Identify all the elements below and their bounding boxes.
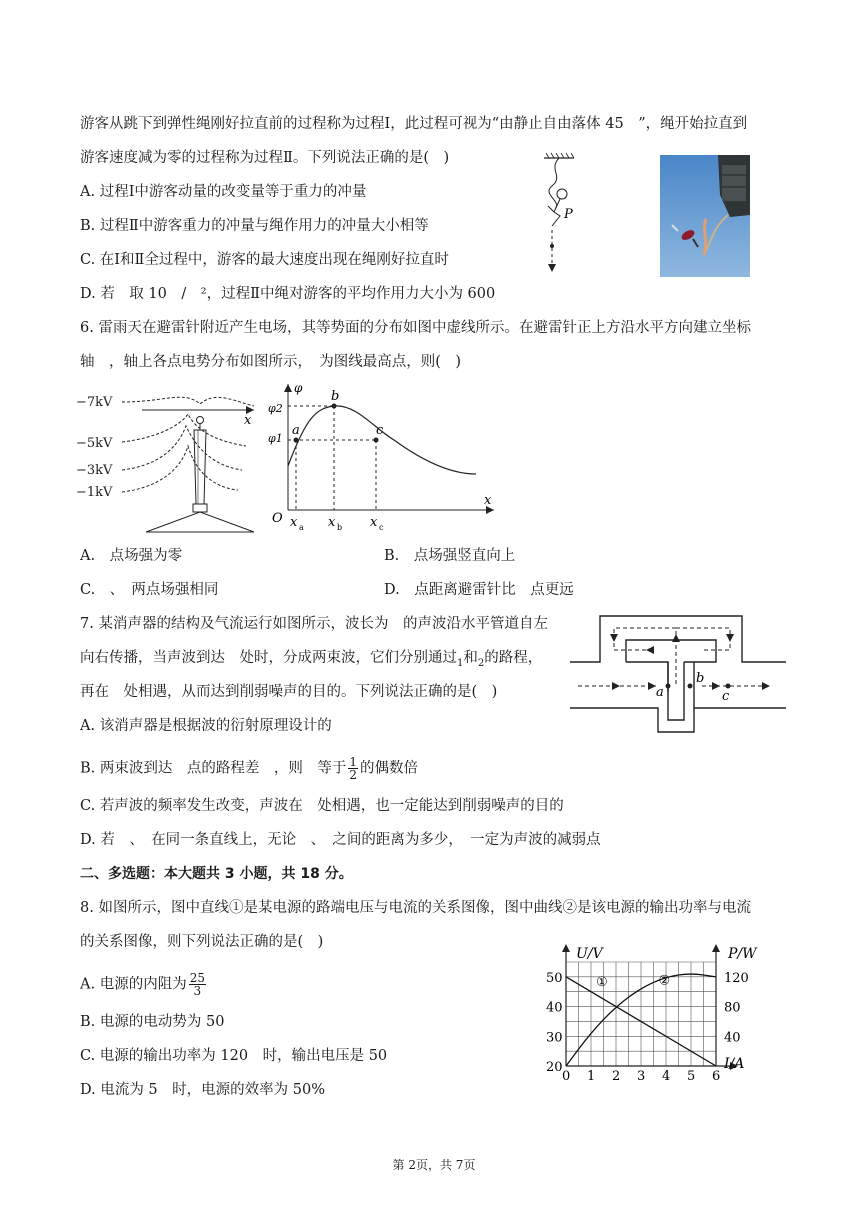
q7-option-c: C. 若声波的频率发生改变，声波在 处相遇，也一定能达到削弱噪声的目的 (80, 798, 564, 814)
q7-option-a: A. 该消声器是根据波的衍射原理设计的 (80, 718, 332, 734)
bungee-schematic (530, 150, 590, 278)
potential-chart (266, 378, 502, 536)
u-i-p-chart (546, 944, 786, 1084)
q8-option-b: B. 电源的电动势为 50 (80, 1014, 225, 1030)
q7-option-d: D. 若 、 在同一条直线上，无论 、 之间的距离为多少， 一定为声波的减弱点 (80, 832, 601, 848)
q5-option-b: B. 过程Ⅱ中游客重力的冲量与绳作用力的冲量大小相等 (80, 218, 429, 234)
q8-option-d: D. 电流为 5 时，电源的效率为 50% (80, 1082, 325, 1098)
x-tick-label: 0 (562, 1069, 571, 1084)
xb-sub: b (337, 523, 343, 532)
q6-option-b: B. 点场强竖直向上 (384, 548, 516, 564)
q7-line-3: 再在 处相遇，从而达到削弱噪声的目的。下列说法正确的是( ) (80, 684, 498, 700)
q8-line-2: 的关系图像，则下列说法正确的是( ) (80, 934, 324, 950)
chart-labels (546, 946, 758, 1084)
phi1-label: φ1 (268, 432, 283, 445)
origin-label: O (272, 511, 283, 526)
level-5kv: −5kV (76, 436, 113, 451)
point-p-label: P (564, 207, 573, 222)
series-2-label: ② (658, 973, 671, 989)
x-tick-label: 4 (662, 1069, 671, 1084)
x-axis-label: x (484, 493, 492, 508)
q6-option-d: D. 点距离避雷针比 点更远 (384, 582, 574, 598)
x-tick-label: 2 (612, 1069, 621, 1084)
xc-sub: c (379, 523, 384, 532)
page-footer: 第 2页，共 7页 (392, 1158, 476, 1172)
y-right-tick-label: 80 (724, 1000, 741, 1016)
q5-line-2: 游客速度减为零的过程称为过程Ⅱ。下列说法正确的是( ) (80, 150, 450, 166)
y-right-axis-title: P/W (728, 946, 757, 962)
q6-line-1: 6. 雷雨天在避雷针附近产生电场，其等势面的分布如图中虚线所示。在避雷针正上方沿水平方向建立坐标 (80, 320, 751, 336)
series-1-label: ① (596, 974, 608, 990)
level-3kv: −3kV (76, 463, 113, 478)
point-b-label: b (331, 389, 340, 404)
q6-option-a: A. 点场强为零 (80, 548, 183, 564)
equipotential-figure (76, 386, 258, 536)
y-left-tick-label: 20 (546, 1060, 563, 1075)
q5-option-a: A. 过程Ⅰ中游客动量的改变量等于重力的冲量 (80, 184, 367, 200)
xa-sub: a (299, 523, 304, 532)
q5-option-c: C. 在Ⅰ和Ⅱ全过程中，游客的最大速度出现在绳刚好拉直时 (80, 252, 449, 268)
muffler-c-label: c (722, 689, 730, 704)
x-axis-title: I/A (724, 1056, 745, 1072)
y-left-tick-label: 30 (546, 1030, 563, 1046)
q7-option-b: B. 两束波到达 点的路程差 ，则 等于 $\frac{1}{2}$ 的偶数倍 (80, 755, 419, 782)
phi2-label: φ2 (268, 402, 283, 415)
bungee-photo (660, 155, 750, 277)
q6-line-2: 轴 ，轴上各点电势分布如图所示， 为图线最高点，则( ) (80, 354, 462, 370)
y-right-tick-label: 120 (724, 970, 749, 986)
q5-line-1: 游客从跳下到弹性绳刚好拉直前的过程称为过程Ⅰ，此过程可视为“由静止自由落体 45 ”，绳开始拉直到 (80, 116, 748, 132)
q6-option-c: C. 、 两点场强相同 (80, 582, 219, 598)
q7-line-2: 向右传播，当声波到达 处时，分成两束波，它们分别通过$_1$和$_2$的路程， (80, 650, 543, 669)
chart-grid (566, 962, 716, 1066)
level-7kv: −7kV (76, 395, 113, 410)
fig6-x-label: x (244, 413, 252, 428)
level-1kv: −1kV (76, 485, 113, 500)
muffler-b-label: b (696, 671, 705, 686)
left-axis-arrow (562, 944, 570, 952)
y-left-tick-label: 50 (546, 970, 563, 986)
q8-option-c: C. 电源的输出功率为 120 时，输出电压是 50 (80, 1048, 388, 1064)
xb-label: x (328, 515, 336, 530)
q8-option-a: A. 电源的内阻为 $\frac{25}{3}$ (80, 971, 205, 998)
point-a-label: a (292, 423, 300, 438)
q5-option-d: D. 若 取 10 / ²，过程Ⅱ中绳对游客的平均作用力大小为 600 (80, 286, 496, 302)
q8-line-1: 8. 如图所示，图中直线①是某电源的路端电压与电流的关系图像，图中曲线②是该电源的输出功率与电流 (80, 900, 751, 916)
x-tick-label: 6 (712, 1069, 721, 1084)
point-c-label: c (376, 423, 384, 438)
x-tick-label: 5 (687, 1069, 696, 1084)
x-tick-label: 3 (637, 1069, 646, 1084)
y-left-axis-title: U/V (576, 946, 603, 962)
xa-label: x (290, 515, 298, 530)
q7-line-1: 7. 某消声器的结构及气流运行如图所示，波长为 的声波沿水平管道自左 (80, 616, 548, 632)
muffler-a-label: a (656, 685, 664, 700)
section-2-heading: 二、多选题：本大题共 3 小题，共 18 分。 (80, 866, 353, 882)
xc-label: x (370, 515, 378, 530)
x-tick-label: 1 (587, 1069, 596, 1084)
y-right-tick-label: 40 (724, 1030, 741, 1046)
muffler-figure (570, 612, 788, 736)
right-axis-arrow (712, 944, 720, 952)
y-left-tick-label: 40 (546, 1000, 563, 1016)
phi-axis-label: φ (294, 381, 303, 395)
